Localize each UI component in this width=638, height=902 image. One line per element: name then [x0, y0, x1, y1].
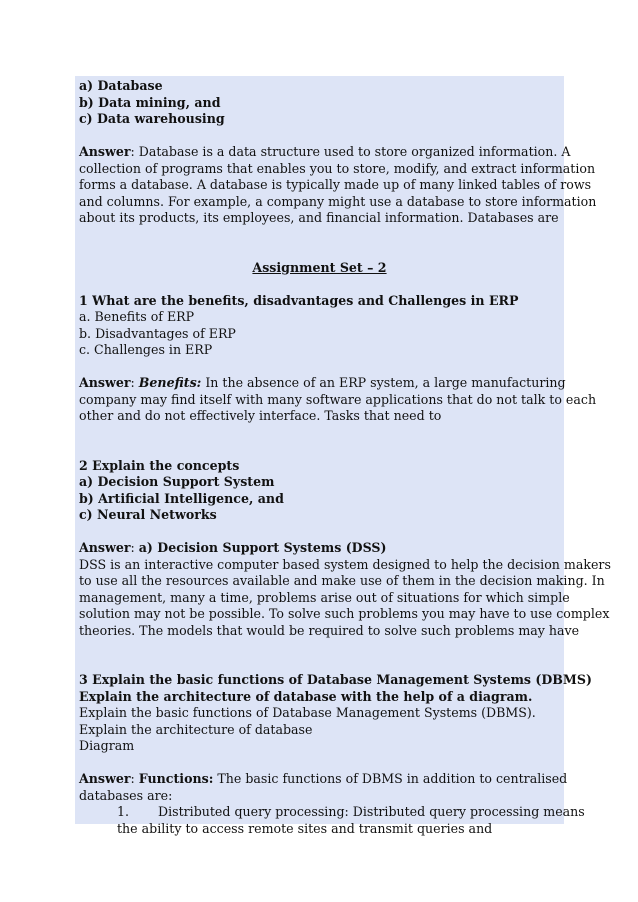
q1-answer-line-2: company may find itself with many software applications that do not talk to each [79, 391, 597, 407]
q2-answer-line-3: management, many a time, problems arise out of situations for which simple [79, 589, 570, 605]
answer-label: Answer [79, 144, 131, 159]
q3-sub-2: Explain the architecture of database [79, 721, 313, 737]
intro-answer-line-3: forms a database. A database is typically made up of many linked tables of rows [79, 177, 592, 192]
answer-label: Answer [79, 771, 131, 786]
q2-answer-line-2: to use all the resources available and make use of them in the decision making. In [79, 573, 605, 588]
answer-label: Answer [79, 375, 131, 390]
intro-item-3: c) Data warehousing [79, 111, 225, 126]
q3-title-line-2: Explain the architecture of database with the help of a diagram. [79, 688, 533, 704]
q2-sub-c: c) Neural Networks [79, 507, 217, 522]
q2-answer-line-4: solution may not be possible. To solve such problems you may have to use complex [79, 606, 610, 621]
intro-answer-line-2: collection of programs that enables you to store, modify, and extract information [79, 160, 596, 176]
q2-answer-line-1: DSS is an interactive computer based system designed to help the decision makers [79, 556, 611, 572]
section-heading: Assignment Set – 2 [252, 259, 387, 275]
functions-label: Functions: [138, 771, 214, 786]
benefits-label: Benefits: [138, 375, 202, 390]
q1-sub-b: b. Disadvantages of ERP [79, 325, 236, 341]
q2-sub-a: a) Decision Support System [79, 474, 275, 489]
q3-sub-3: Diagram [79, 738, 135, 753]
q3-sub-1: Explain the basic functions of Database Management Systems (DBMS). [79, 705, 536, 720]
intro-answer-line-5: about its products, its employees, and financial information. Databases are [79, 210, 559, 225]
intro-answer-line-1: Answer: Database is a data structure used to store organized information. A [79, 144, 571, 159]
intro-answer-line-4: and columns. For example, a company might use a database to store information [79, 193, 597, 209]
q1-answer-line-3: other and do not effectively interface. Tasks that need to [79, 408, 442, 423]
q3-title-line-1: 3 Explain the basic functions of Database Management Systems (DBMS) [79, 672, 592, 687]
q3-list-item-1: 1. Distributed query processing: Distributed query processing means [117, 804, 585, 819]
list-number: 1. [117, 804, 130, 819]
q2-answer-head: Answer: a) Decision Support Systems (DSS) [79, 540, 387, 555]
q1-title: 1 What are the benefits, disadvantages and Challenges in ERP [79, 292, 519, 308]
q1-answer-line-1: Answer: Benefits: In the absence of an ERP system, a large manufacturing [79, 375, 566, 390]
q2-title: 2 Explain the concepts [79, 457, 240, 473]
q3-answer-line-2: databases are: [79, 787, 173, 803]
intro-item-2: b) Data mining, and [79, 94, 221, 110]
q1-sub-c: c. Challenges in ERP [79, 342, 213, 357]
q1-sub-a: a. Benefits of ERP [79, 309, 195, 324]
intro-item-1: a) Database [79, 78, 163, 93]
answer-label: Answer [79, 540, 131, 555]
q2-answer-line-5: theories. The models that would be required to solve such problems may have [79, 622, 580, 638]
highlighted-text-region [75, 76, 611, 836]
q3-list-item-1-cont: the ability to access remote sites and transmit queries and [117, 820, 493, 836]
q2-sub-b: b) Artificial Intelligence, and [79, 490, 284, 506]
q3-answer-line-1: Answer: Functions: The basic functions of DBMS in addition to centralised [79, 771, 568, 786]
